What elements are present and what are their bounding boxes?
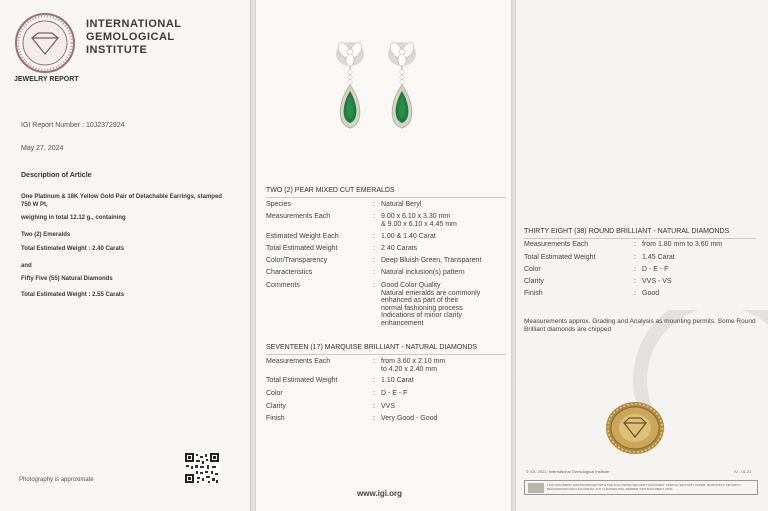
description-line: Two (2) Emeralds bbox=[21, 232, 71, 238]
description-line: One Platinum & 18K Yellow Gold Pair of Detachable Earrings, stamped 750 W Pt, bbox=[21, 194, 222, 208]
round-row-total-weight: Total Estimated Weight : 1.45 Carat bbox=[524, 254, 675, 261]
round-section-title: THIRTY EIGHT (38) ROUND BRILLIANT - NATURAL DIAMONDS bbox=[524, 228, 730, 235]
divider bbox=[524, 238, 756, 239]
marquise-row-color: Color : D - E - F bbox=[266, 390, 506, 400]
right-earring bbox=[388, 41, 417, 128]
revision-code: IV - 01.21 bbox=[734, 469, 752, 474]
row-value: Natural inclusion(s) pattern bbox=[381, 269, 465, 276]
emerald-row-color: Color/Transparency : Deep Bluish Green, Transparent bbox=[266, 257, 506, 267]
row-value: Natural Beryl bbox=[381, 201, 422, 208]
row-value: 1.00 & 1.40 Carat bbox=[381, 233, 436, 240]
row-value: 1.10 Carat bbox=[381, 377, 414, 384]
institute-name-line: GEMOLOGICAL bbox=[86, 31, 175, 43]
row-value: VVS - VS bbox=[642, 278, 672, 285]
round-row-finish: Finish : Good bbox=[524, 290, 660, 297]
row-label: Finish bbox=[524, 290, 543, 297]
row-label: Clarity bbox=[524, 278, 544, 285]
row-label: Species bbox=[266, 201, 291, 208]
row-value: VVS bbox=[381, 403, 396, 410]
description-line: Total Estimated Weight : 2.55 Carats bbox=[21, 292, 125, 298]
description-title: Description of Article bbox=[21, 172, 92, 179]
report-number: IGI Report Number : 10J2372924 bbox=[21, 122, 125, 129]
photo-note: Photography is approximate bbox=[19, 477, 94, 483]
emerald-row-species: Species : Natural Beryl bbox=[266, 201, 506, 211]
row-value: Deep Bluish Green, Transparent bbox=[381, 257, 482, 264]
row-label: Total Estimated Weight bbox=[524, 254, 596, 261]
measurement-note: Measurements approx. Grading and Analysis as mounting permits. Some Round Brilliant diamonds are chipped bbox=[524, 318, 756, 333]
row-label: Measurements Each bbox=[524, 241, 589, 248]
divider bbox=[266, 354, 506, 355]
row-label: Clarity bbox=[266, 403, 286, 410]
round-row-measurements: Measurements Each : from 1.80 mm to 3.60 mm bbox=[524, 241, 723, 248]
row-label: Characteristics bbox=[266, 269, 313, 276]
gold-seal-icon bbox=[605, 401, 665, 455]
qr-code-icon[interactable] bbox=[184, 452, 220, 484]
igi-website-link[interactable]: www.igi.org bbox=[357, 489, 403, 498]
row-label: Comments bbox=[266, 282, 300, 289]
marquise-row-total-weight: Total Estimated Weight : 1.10 Carat bbox=[266, 377, 506, 387]
row-label: Measurements Each bbox=[266, 213, 331, 220]
row-label: Finish bbox=[266, 415, 285, 422]
row-value: D - E - F bbox=[642, 266, 669, 273]
description-line: Fifty Five (55) Natural Diamonds bbox=[21, 276, 113, 282]
marquise-row-measurements: Measurements Each : from 3.60 x 2.10 mm to 4.20 x 2.40 mm bbox=[266, 358, 506, 368]
row-label: Color bbox=[266, 390, 283, 397]
row-value: 9.00 x 6.10 x 3.30 mm & 9.00 x 6.10 x 4.45 mm bbox=[381, 213, 457, 228]
description-line: weighing in total 12.12 g., containing bbox=[21, 215, 126, 221]
row-label: Color bbox=[524, 266, 541, 273]
row-value: D - E - F bbox=[381, 390, 408, 397]
round-row-clarity: Clarity : VVS - VS bbox=[524, 278, 672, 285]
row-value: from 1.80 mm to 3.60 mm bbox=[642, 241, 723, 248]
emerald-section-title: TWO (2) PEAR MIXED CUT EMERALDS bbox=[266, 187, 395, 194]
left-earring bbox=[336, 41, 365, 128]
row-value: from 3.60 x 2.10 mm to 4.20 x 2.40 mm bbox=[381, 358, 446, 373]
row-label: Total Estimated Weight bbox=[266, 245, 338, 252]
row-label: Estimated Weight Each bbox=[266, 233, 339, 240]
row-value: 1.45 Carat bbox=[642, 254, 675, 261]
description-line: Total Estimated Weight : 2.40 Carats bbox=[21, 246, 125, 252]
institute-name-line: INTERNATIONAL bbox=[86, 18, 182, 30]
report-type: JEWELRY REPORT bbox=[14, 76, 79, 83]
marquise-section-title: SEVENTEEN (17) MARQUISE BRILLIANT - NATURAL DIAMONDS bbox=[266, 344, 478, 351]
row-value: 2.40 Carats bbox=[381, 245, 418, 252]
marquise-row-clarity: Clarity : VVS bbox=[266, 403, 506, 413]
row-value: Good Color Quality Natural emeralds are commonly enhanced as part of their normal fashioning process Indications of minor clarity enhancement bbox=[381, 282, 481, 327]
row-value: Good bbox=[642, 290, 660, 297]
row-value: Very Good - Good bbox=[381, 415, 438, 422]
divider bbox=[266, 197, 506, 198]
marquise-row-finish: Finish : Very Good - Good bbox=[266, 415, 506, 425]
emerald-row-characteristics: Characteristics : Natural inclusion(s) pattern bbox=[266, 269, 506, 279]
row-label: Measurements Each bbox=[266, 358, 331, 365]
description-line: and bbox=[21, 263, 32, 269]
security-hologram-icon bbox=[528, 483, 544, 493]
row-label: Total Estimated Weight bbox=[266, 377, 338, 384]
copyright: © IGI, 2021, International Gemological Institute bbox=[526, 469, 610, 474]
igi-logo-icon bbox=[14, 12, 76, 74]
emerald-row-total-weight: Total Estimated Weight : 2.40 Carats bbox=[266, 245, 506, 255]
row-label: Color/Transparency bbox=[266, 257, 328, 264]
security-footer: THIS DOCUMENT WAS PRODUCED WITH THE FOLLOWING SECURITY FEATURES: SPECIAL SECURITY PAPER, MICROTEXT, SECURITY BACKGROUND AND HOLOGRAM. ANY CHANGES WILL RENDER THIS DOCUMENT VOID. bbox=[524, 480, 758, 495]
round-row-color: Color : D - E - F bbox=[524, 266, 669, 273]
institute-name bbox=[86, 18, 182, 57]
emerald-row-measurements: Measurements Each : 9.00 x 6.10 x 3.30 mm & 9.00 x 6.10 x 4.45 mm bbox=[266, 213, 506, 223]
institute-name-line: INSTITUTE bbox=[86, 44, 148, 56]
emerald-row-comments: Comments : Good Color Quality Natural emeralds are commonly enhanced as part of their normal fashioning process Indications of minor clarity enhancement bbox=[266, 282, 506, 292]
report-date: May 27, 2024 bbox=[21, 145, 64, 152]
earrings-photo bbox=[330, 40, 430, 136]
emerald-row-weight-each: Estimated Weight Each : 1.00 & 1.40 Carat bbox=[266, 233, 506, 243]
